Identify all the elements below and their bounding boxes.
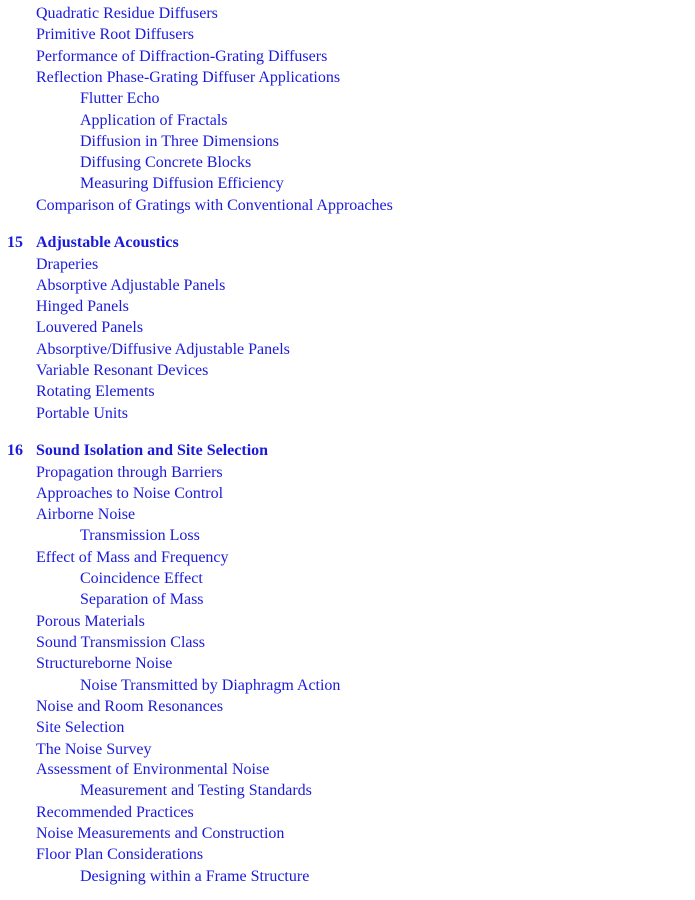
toc-link[interactable]: Approaches to Noise Control [36, 485, 224, 502]
toc-link[interactable]: Sound Transmission Class [36, 634, 205, 651]
toc-link[interactable]: The Noise Survey [36, 741, 152, 758]
toc-link[interactable]: Site Selection [36, 719, 125, 736]
toc-sublink[interactable]: Measurement and Testing Standards [80, 782, 312, 799]
toc-sublink[interactable]: Designing within a Frame Structure [80, 868, 310, 885]
toc-link[interactable]: Porous Materials [36, 613, 145, 630]
toc-link[interactable]: Recommended Practices [36, 804, 194, 821]
toc-link[interactable]: Quadratic Residue Diffusers [36, 5, 218, 22]
chapter-title[interactable]: Adjustable Acoustics [36, 234, 179, 251]
toc-link[interactable]: Rotating Elements [36, 383, 155, 400]
toc-link[interactable]: Noise and Room Resonances [36, 698, 224, 715]
toc-link[interactable]: Performance of Diffraction-Grating Diffusers [36, 48, 328, 65]
toc-link[interactable]: Airborne Noise [36, 506, 136, 523]
toc-link[interactable]: Draperies [36, 256, 99, 273]
toc-sublink[interactable]: Application of Fractals [80, 112, 228, 129]
toc-link[interactable]: Louvered Panels [36, 319, 144, 336]
chapter-number: 16 [7, 442, 23, 459]
chapter-heading-16[interactable] [7, 441, 268, 461]
toc-link[interactable]: Primitive Root Diffusers [36, 26, 194, 43]
toc-link[interactable]: Assessment of Environmental Noise [36, 761, 270, 778]
toc-link[interactable]: Variable Resonant Devices [36, 362, 209, 379]
toc-sublink[interactable]: Transmission Loss [80, 527, 200, 544]
toc-link[interactable]: Comparison of Gratings with Conventional Approaches [36, 197, 393, 214]
toc-sublink[interactable]: Diffusion in Three Dimensions [80, 133, 279, 150]
toc-sublink[interactable]: Diffusing Concrete Blocks [80, 154, 252, 171]
toc-sublink[interactable]: Flutter Echo [80, 90, 160, 107]
toc-link[interactable]: Absorptive Adjustable Panels [36, 277, 226, 294]
chapter-number: 15 [7, 234, 23, 251]
toc-link[interactable]: Reflection Phase-Grating Diffuser Applications [36, 69, 341, 86]
toc-link[interactable]: Noise Measurements and Construction [36, 825, 285, 842]
toc-link[interactable]: Propagation through Barriers [36, 464, 223, 481]
chapter-title[interactable]: Sound Isolation and Site Selection [36, 442, 269, 459]
toc-link[interactable]: Portable Units [36, 405, 128, 422]
chapter-heading-15[interactable] [7, 233, 179, 253]
toc-sublink[interactable]: Noise Transmitted by Diaphragm Action [80, 677, 341, 694]
toc-sublink[interactable]: Measuring Diffusion Efficiency [80, 175, 284, 192]
toc-link[interactable]: Structureborne Noise [36, 655, 173, 672]
toc-link[interactable]: Effect of Mass and Frequency [36, 549, 229, 566]
toc-link[interactable]: Hinged Panels [36, 298, 129, 315]
toc-link[interactable]: Floor Plan Considerations [36, 846, 204, 863]
toc-link[interactable]: Absorptive/Diffusive Adjustable Panels [36, 341, 290, 358]
toc-sublink[interactable]: Separation of Mass [80, 591, 204, 608]
toc-sublink[interactable]: Coincidence Effect [80, 570, 203, 587]
